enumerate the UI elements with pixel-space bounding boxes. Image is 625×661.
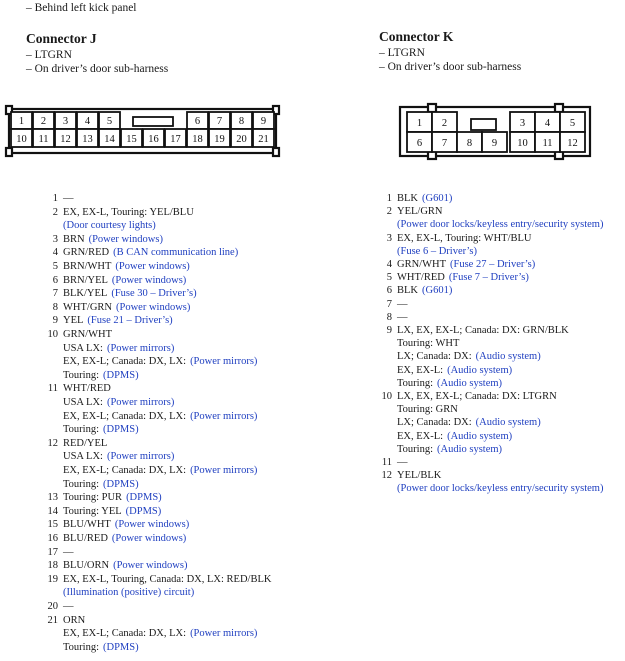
connector-k-pin-row [397, 233, 532, 244]
pin-wire-text: — [63, 546, 74, 558]
connector-j-pin-label: 8 [238, 116, 245, 127]
pin-wire-text: Touring: [63, 369, 100, 381]
connector-j-pin-row [63, 601, 74, 612]
connector-k-pin-label: 5 [569, 118, 576, 129]
pin-circuit-link[interactable]: (G601) [422, 193, 453, 204]
connector-k-pin-label: 7 [441, 138, 448, 149]
pin-wire-text: BLK [397, 193, 418, 204]
pin-wire-text: GRN/RED [63, 247, 110, 259]
connector-j-pin-label: 13 [82, 134, 93, 145]
pin-wire-text: YEL [63, 315, 84, 327]
connector-k-pin-number: 12 [381, 470, 392, 482]
connector-j-pin-label: 20 [236, 134, 247, 145]
pin-wire-text: EX, EX-L, Touring, Canada: DX, LX: RED/BLK [63, 573, 272, 585]
connector-j-pin-label: 3 [62, 116, 69, 127]
connector-j-pin-number: 20 [47, 601, 58, 612]
connector-k-pin-number: 4 [386, 259, 392, 270]
pin-circuit-link[interactable]: (Illumination (positive) circuit) [63, 587, 195, 599]
connector-k-pin-number: 10 [381, 391, 392, 402]
pin-wire-text: Touring: [63, 641, 100, 653]
pin-wire-text: Touring: GRN [397, 404, 458, 416]
pin-circuit-link[interactable]: (Power windows) [111, 274, 187, 286]
pin-circuit-link[interactable]: (Fuse 7 – Driver’s) [448, 272, 529, 284]
connector-j-pin-number: 16 [47, 533, 58, 544]
pin-circuit-link[interactable]: (DPMS) [103, 424, 139, 436]
connector-k-pin-row [397, 312, 408, 323]
pin-circuit-link[interactable]: (Power door locks/keyless entry/security system) [397, 483, 604, 495]
pin-circuit-link[interactable]: (DPMS) [103, 369, 139, 381]
connector-j-pin-row [63, 261, 190, 272]
connector-j-pin-label: 14 [104, 134, 115, 145]
connector-j-pin-number: 12 [47, 437, 58, 449]
connector-j-pin-label: 2 [40, 116, 47, 127]
pin-circuit-link[interactable]: (Power windows) [116, 301, 191, 313]
connector-j-pin-label: 19 [214, 134, 225, 145]
connector-j-pin-number: 15 [47, 519, 58, 531]
connector-j-pin-row [63, 506, 161, 517]
connector-k-pin-label: 12 [567, 138, 578, 149]
connector-j-pin-label: 1 [18, 116, 25, 127]
connector-k-pin-number: 1 [386, 193, 392, 204]
pin-wire-text: EX, EX-L; Canada: DX, LX: [63, 410, 187, 422]
pin-wire-text: LX, EX, EX-L; Canada: DX: GRN/BLK [397, 325, 569, 336]
pin-wire-text: Touring: [63, 478, 100, 490]
pin-circuit-link[interactable]: (Audio system) [475, 351, 541, 363]
connector-j-pin-label: 5 [106, 116, 113, 127]
connector-j-pin-number: 7 [52, 288, 58, 300]
connector-k-pin-row [397, 206, 443, 217]
connector-j-pin-row [63, 519, 189, 530]
pin-wire-text: BRN/YEL [63, 274, 108, 286]
connector-j-pin-row [63, 275, 186, 286]
pin-wire-text: EX, EX-L: [397, 430, 444, 442]
connector-j-pin-row [63, 465, 257, 476]
connector-j-pin-row [63, 492, 162, 503]
connector-k-pin-row [397, 404, 458, 415]
pin-circuit-link[interactable]: (Audio system) [475, 417, 541, 429]
connector-k-pin-row [397, 431, 512, 442]
connector-j-pin-row [63, 479, 139, 490]
pin-wire-text: — [63, 193, 74, 204]
pin-wire-text: BRN/WHT [63, 261, 112, 272]
connector-j-pin-label: 9 [260, 116, 267, 127]
pin-wire-text: BLU/ORN [63, 560, 110, 572]
connector-j-pin-number: 10 [47, 329, 58, 340]
connector-j-pin-label: 16 [148, 134, 159, 145]
connector-k-location: – On driver’s door sub-harness [379, 61, 522, 73]
pin-wire-text: BLK/YEL [63, 288, 108, 300]
connector-j-pin-label: 15 [126, 134, 137, 145]
connector-k-pin-number: 8 [386, 311, 392, 323]
connector-j-pin-row [63, 247, 238, 258]
pin-circuit-link[interactable]: (DPMS) [103, 641, 139, 653]
connector-k-pin-row [397, 272, 529, 283]
connector-k-pin-number: 9 [386, 325, 392, 336]
pin-circuit-link[interactable]: (Power windows) [88, 233, 163, 245]
connector-j-pin-row [63, 438, 107, 449]
connector-j-pin-row [63, 547, 74, 558]
connector-j-pin-row [63, 356, 257, 367]
connector-k-pin-label: 2 [441, 118, 448, 129]
connector-k-pin-number: 5 [386, 272, 392, 284]
pin-wire-text: LX; Canada: DX: [397, 351, 472, 363]
connector-k-pin-row [397, 417, 541, 428]
connector-j-location: – On driver’s door sub-harness [26, 63, 169, 75]
connector-j-pin-number: 5 [52, 261, 58, 272]
pin-circuit-link[interactable]: (DPMS) [126, 492, 162, 504]
connector-k-pin-row [397, 391, 557, 402]
pin-wire-text: Touring: WHT [397, 338, 460, 350]
connector-j-pin-row [63, 315, 173, 326]
connector-j-pin-row [63, 329, 112, 340]
connector-k-pin-row [397, 457, 408, 468]
pin-circuit-link[interactable]: (Power mirrors) [106, 342, 175, 354]
connector-j-pin-number: 11 [47, 383, 58, 395]
pin-wire-text: EX, EX-L, Touring: WHT/BLU [397, 232, 532, 244]
connector-k-pin-row [397, 259, 535, 270]
connector-j-pin-number: 13 [47, 492, 58, 504]
pin-circuit-link[interactable]: (DPMS) [103, 478, 139, 490]
connector-k-pin-row [397, 351, 541, 362]
connector-j-color: – LTGRN [26, 49, 72, 61]
connector-k-pin-label: 6 [416, 138, 423, 149]
connector-j-pin-row [63, 383, 111, 394]
pin-wire-text: WHT/GRN [63, 301, 112, 313]
connector-j-pin-row [63, 302, 190, 313]
connector-k-pin-label: 3 [519, 118, 526, 129]
connector-k-pin-row [397, 299, 408, 310]
connector-k-pin-number: 7 [386, 298, 392, 310]
pin-wire-text: Touring: YEL [63, 505, 122, 517]
connector-j-pin-number: 19 [47, 573, 58, 585]
pin-wire-text: EX, EX-L; Canada: DX, LX: [63, 356, 187, 368]
pin-wire-text: Touring: [397, 443, 434, 455]
connector-k-pin-number: 3 [386, 232, 392, 244]
connector-j-pin-label: 17 [170, 134, 181, 145]
connector-j-pin-number: 21 [47, 614, 58, 626]
connector-j-pin-number: 8 [52, 301, 58, 313]
pin-circuit-link[interactable]: (Audio system) [437, 443, 503, 455]
connector-j-pin-row [63, 397, 174, 408]
pin-wire-text: EX, EX-L, Touring: YEL/BLU [63, 206, 194, 218]
connector-j-pin-row [63, 288, 197, 299]
pin-circuit-link[interactable]: (Power door locks/keyless entry/security system) [397, 219, 604, 231]
pin-circuit-link[interactable]: (Fuse 30 – Driver’s) [111, 288, 197, 300]
pin-circuit-link[interactable]: (Audio system) [447, 364, 513, 376]
connector-k-pin-label: 4 [544, 118, 551, 129]
connector-j-pin-label: 7 [216, 116, 223, 127]
pin-wire-text: — [397, 311, 408, 323]
pin-circuit-link[interactable]: (Fuse 21 – Driver’s) [87, 315, 173, 327]
connector-j-pin-row [63, 451, 174, 462]
pin-wire-text: ORN [63, 614, 86, 626]
pin-wire-text: USA LX: [63, 451, 103, 463]
connector-k-pin-row [397, 378, 502, 389]
connector-j-pin-number: 4 [52, 247, 58, 259]
pin-wire-text: GRN/WHT [63, 329, 112, 340]
connector-j-title: Connector J [26, 31, 97, 46]
pin-circuit-link[interactable]: (Door courtesy lights) [63, 220, 156, 232]
pin-circuit-link[interactable]: (Power mirrors) [106, 451, 175, 463]
location-note: – Behind left kick panel [26, 2, 137, 14]
connector-j-pin-label: 21 [258, 134, 269, 145]
pin-circuit-link[interactable]: (Power mirrors) [106, 397, 175, 408]
pin-circuit-link[interactable]: (Power mirrors) [190, 465, 258, 476]
pin-wire-text: YEL/GRN [397, 206, 443, 218]
connector-k-pin-row [397, 483, 603, 494]
connector-k-pin-row [397, 246, 477, 257]
pin-wire-text: USA LX: [63, 397, 103, 408]
pin-wire-text: BLK [397, 285, 418, 297]
pin-wire-text: LX; Canada: DX: [397, 417, 472, 429]
connector-k-pin-row [397, 365, 512, 376]
connector-k-pin-number: 2 [386, 206, 392, 218]
connector-k-pin-label: 8 [466, 138, 473, 149]
connector-k-title: Connector K [379, 29, 454, 44]
connector-j-pin-label: 6 [194, 116, 201, 127]
pin-wire-text: LX, EX, EX-L; Canada: DX: LTGRN [397, 391, 557, 402]
pin-wire-text: BLU/RED [63, 533, 108, 544]
connector-k-pin-number: 6 [386, 285, 392, 297]
connector-j-pin-row [63, 370, 139, 381]
connector-j-pin-label: 18 [192, 134, 203, 145]
connector-k-pin-number: 11 [381, 457, 392, 468]
connector-j-pin-number: 14 [47, 505, 58, 517]
connector-j-pin-row [63, 533, 186, 544]
connector-j-pin-row [63, 628, 257, 639]
connector-k-color: – LTGRN [379, 47, 425, 59]
connector-k-pin-label: 9 [491, 138, 498, 149]
pin-wire-text: EX, EX-L: [397, 364, 444, 376]
connector-j-pin-row [63, 642, 139, 653]
pin-wire-text: Touring: PUR [63, 492, 123, 504]
pin-wire-text: EX, EX-L; Canada: DX, LX: [63, 628, 187, 640]
pin-circuit-link[interactable]: (DPMS) [125, 505, 162, 517]
connector-j-pin-number: 3 [52, 233, 58, 245]
connector-j-pin-row [63, 193, 74, 204]
connector-j-pin-label: 4 [84, 116, 91, 127]
pin-wire-text: — [397, 298, 408, 310]
pin-circuit-link[interactable]: (Power mirrors) [190, 628, 258, 640]
connector-j-pin-number: 17 [47, 546, 58, 558]
pin-circuit-link[interactable]: (B CAN communication line) [113, 247, 239, 259]
pin-circuit-link[interactable]: (Power windows) [113, 560, 188, 572]
connector-k-pin-label: 10 [517, 138, 528, 149]
connector-j-pin-row [63, 207, 194, 218]
connector-k-pin-row [397, 470, 441, 481]
connector-j-pin-row [63, 560, 187, 571]
connector-j-pin-label: 11 [38, 134, 49, 145]
pin-wire-text: GRN/WHT [397, 259, 446, 270]
pin-circuit-link[interactable]: (Fuse 27 – Driver’s) [450, 259, 536, 270]
connector-j-pin-row [63, 411, 257, 422]
pin-wire-text: BLU/WHT [63, 519, 111, 531]
connector-k-pin-row [397, 338, 459, 349]
connector-k-diagram [0, 0, 625, 180]
connector-j-pin-row [63, 343, 174, 354]
connector-k-pin-row [397, 193, 452, 204]
connector-j-pin-row [63, 574, 271, 585]
connector-j-pin-row [63, 234, 163, 245]
connector-j-pin-number: 18 [47, 560, 58, 572]
connector-j-pin-row [63, 424, 139, 435]
pin-circuit-link[interactable]: (G601) [422, 285, 453, 297]
pin-circuit-link[interactable]: (Power mirrors) [190, 356, 258, 368]
connector-k-pin-row [397, 285, 452, 296]
connector-k-pin-row [397, 219, 603, 230]
pin-wire-text: WHT/RED [397, 272, 445, 284]
connector-j-pin-number: 1 [52, 193, 58, 204]
connector-j-pin-row [63, 615, 85, 626]
connector-k-pin-label: 1 [416, 118, 423, 129]
pin-wire-text: RED/YEL [63, 437, 108, 449]
pin-wire-text: USA LX: [63, 342, 103, 354]
connector-j-pin-row [63, 587, 194, 598]
pin-circuit-link[interactable]: (Fuse 6 – Driver’s) [397, 245, 478, 257]
pin-wire-text: Touring: [397, 377, 434, 389]
pin-wire-text: Touring: [63, 424, 100, 436]
pin-circuit-link[interactable]: (Audio system) [447, 430, 513, 442]
connector-j-pin-number: 9 [52, 315, 58, 327]
connector-j-pin-row [63, 220, 156, 231]
connector-k-pin-row [397, 325, 569, 336]
pin-wire-text: EX, EX-L; Canada: DX, LX: [63, 465, 187, 476]
connector-j-pin-label: 10 [16, 134, 27, 145]
connector-j-pin-number: 6 [52, 274, 58, 286]
pin-circuit-link[interactable]: (Power windows) [115, 261, 190, 272]
connector-j-pin-label: 12 [60, 134, 71, 145]
pin-circuit-link[interactable]: (Audio system) [437, 377, 503, 389]
connector-k-pin-label: 11 [542, 138, 553, 149]
pin-wire-text: — [63, 601, 74, 612]
pin-circuit-link[interactable]: (Power windows) [114, 519, 190, 531]
pin-circuit-link[interactable]: (Power mirrors) [190, 410, 258, 422]
connector-k-pin-row [397, 444, 502, 455]
pin-circuit-link[interactable]: (Power windows) [111, 533, 187, 544]
pin-wire-text: WHT/RED [63, 383, 111, 395]
pin-wire-text: YEL/BLK [397, 470, 442, 482]
pin-wire-text: BRN [63, 233, 85, 245]
connector-j-pin-number: 2 [52, 206, 58, 218]
pin-wire-text: — [397, 457, 408, 468]
